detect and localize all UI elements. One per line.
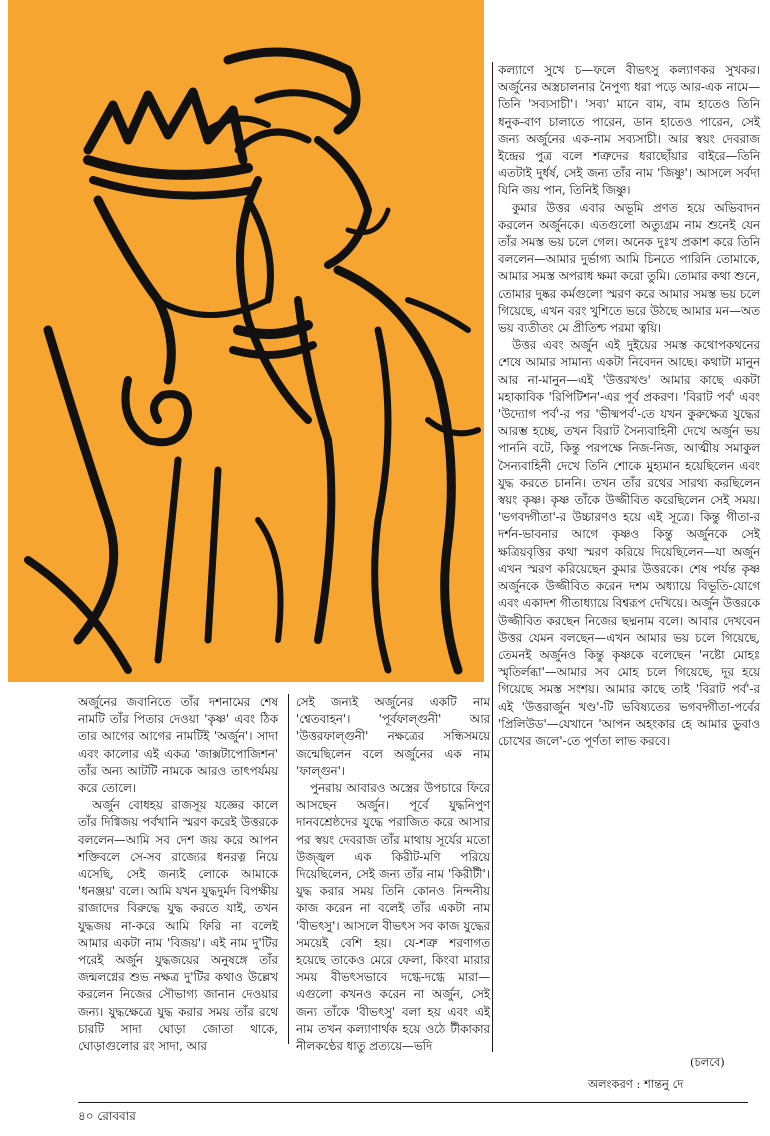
illustration [8,0,484,682]
paragraph: উত্তর এবং অর্জুন এই দুইয়ের সমস্ত কথোপকথনের শেষে আমার সামান্য একটা নিবেদন আছে। কথাটা মানুন আর না-মানুন—এই 'উত্তরখণ্ড' আমার কাছে একটা মহাকাবিক 'রিপিটিশন'-এর পূর্ব প্রকরণ। 'বিরাট পর্ব' এবং 'উদ্যোগ পর্ব'-র পর 'ভীষ্মপর্ব'-তে যখন কুরুক্ষেত্র যুদ্ধের আরম্ভ হচ্ছে, তখন বিরাট সৈন্যবাহিনী দেখে অর্জুন ভয় পাননি বটে, কিন্তু পরপক্ষে নিজ-নিজ, আত্মীয় সমাকুল সৈন্যবাহিনী দেখে তিনি শোকে মুহ্যমান হয়েছিলেন এবং যুদ্ধ করতে চাননি। তখন তাঁর রথের সারথ্য করছিলেন স্বয়ং কৃষ্ণ। কৃষ্ণ তাঁকে উজ্জীবিত করেছিলেন সেই সময়। 'ভগবদ্গীতা'-র উচ্চারণও হয়ে এই সূত্রে। কিন্তু গীতা-র দর্শন-ভাবনার আগে কৃষ্ণও কিন্তু অর্জুনকে সেই ক্ষত্রিয়বৃত্তির কথা স্মরণ করিয়ে দিয়েছিলেন—যা অর্জুন এখন স্মরণ করিয়েছেন কুমার উত্তরকে। শেষ পর্যন্ত কৃষ্ণ অর্জুনকে উজ্জীবিত করেন দশম অধ্যায়ে বিভূতি-যোগে এবং একাদশ গীতাধ্যায়ে বিশ্বরূপ দেখিয়ে। অর্জুন উত্তরকে উজ্জীবিত করছেন নিজের ছদ্মনাম বলে। আবার দেখবেন উত্তর যেমন বলছেন—এখন আমার ভয় চলে গিয়েছে, তেমনই অর্জুনও কিন্তু কৃষ্ণকে বলেছেন 'নষ্টো মোহঃ স্মৃতির্লব্ধা'—আমার সব মোহ চলে গিয়েছে, দূর হয়ে গিয়েছে সমস্ত সংশয়। আমার কাছে তাই 'বিরাট পর্ব'-র এই 'উত্তরার্জুন খণ্ড'-টি ভবিষ্যতের ভগবদ্গীতা-পর্বের 'প্রিলিউড'—যেখানে 'আপন অহংকার হে আমার ডুবাও চোখের জলে'-তে পূর্ণতা লাভ করবে। [498,338,760,748]
footer-rule [78,1102,748,1103]
page-number: ৪০ রোববার [78,1109,136,1123]
left-column [78,694,278,1055]
paragraph: পুনরায় আবারও অস্ত্রের উপচারে ফিরে আসছেন অর্জুন। পূর্বে যুদ্ধনিপুণ দানবশ্রেষ্ঠদের যুদ্ধে পরাজিত করে আসার পর স্বয়ং দেবরাজ তাঁর মাথায় সূর্যের মতো উজ্জ্বল এক কিরীট-মণি পরিয়ে দিয়েছিলেন, সেই জন্য তাঁর নাম 'কিরীটী'। যুদ্ধ করার সময় তিনি কোনও নিন্দনীয় কাজ করেন না বলেই তাঁর একটা নাম 'বীভৎসু'। আসলে বীভৎস সব কাজ যুদ্ধের সময়েই বেশি হয়। যে-শত্রু শরণাগত হয়েছে তাকেও মেরে ফেলা, কিংবা মারার সময় বীভৎসভাবে দগ্ধে-দগ্ধে মারা—এগুলো কখনও করেন না অর্জুন, সেই জন্য তাঁকে 'বীভৎসু' বলা হয় এবং এই নাম তখন কল্যাণার্থক হয়ে ওঠে টীকাকার নীলকণ্ঠের ধাতু প্রত্যয়ে—ভদি [296,781,490,1054]
paragraph: কুমার উত্তর এবার অভূমি প্রণত হয়ে অভিবাদন করলেন অর্জুনকে। এতগুলো অত্যুগ্রম নাম শুনেই যেন তাঁর সমস্ত ভয় চলে গেল। অনেক দুঃখ প্রকাশ করে তিনি বললেন—আমার দুর্ভাগ্য আমি চিনতে পারিনি তোমাকে, আমার সমস্ত অপরাধ ক্ষমা করো তুমি। তোমার কথা শুনে, তোমার দুষ্কর কর্মগুলো স্মরণ করে আমার সমস্ত ভয় চলে গিয়েছে, এখন বরং খুশিতে ভরে উঠছে আমার মন—অত ভয় ব্যতীতং মে প্রীতিশ্চ পরমা ত্বয়ি। [498,200,760,336]
paragraph: অর্জুন বোধহয় রাজসূয় যজ্ঞের কালে তাঁর দিগ্বিজয় পর্বখানি স্মরণ করেই উত্তরকে বললেন—আমি সব দেশ জয় করে আপন শক্তিবলে সে-সব রাজ্যের ধনরত্ন নিয়ে এসেছি, সেই জন্যই লোকে আমাকে 'ধনঞ্জয়' বলে। আমি যখন যুদ্ধদুর্মদ বিপক্ষীয় রাজাদের বিরুদ্ধে যুদ্ধ করতে যাই, তখন যুদ্ধজয় না-করে আমি ফিরি না বলেই আমার একটা নাম 'বিজয়'। এই নাম দু'টির পরেই অর্জুন যুদ্ধজয়ের অনুষঙ্গে তাঁর জন্মলগ্নের শুভ নক্ষত্র দু'টির কথাও উল্লেখ করলেন নিজের সৌভাগ্য জানান দেওয়ার জন্য। যুদ্ধক্ষেত্রে যুদ্ধ করার সময় তাঁর রথে চারটি সাদা ঘোড়া জোতা থাকে, ঘোড়াগুলোর রং সাদা, আর [78,798,278,1054]
middle-column [296,694,490,1055]
paragraph: কল্যাণে সুখে চ—ফলে বীভৎসু কল্যাণকর সুখকর। অর্জুনের অস্ত্রচালনার নৈপুণ্য ধরা পড়ে আর-এক নামে—তিনি 'সব্যসাচী'। 'সব্য' মানে বাম, বাম হাতেও তিনি ধনুক-বাণ চালাতে পারেন, ডান হাতেও পারেন, সেই জন্য অর্জুনের এক-নাম সব্যসাচী। আর স্বয়ং দেবরাজ ইন্দ্রের পুত্র বলে শত্রুদের ধরাছোঁয়ার বাইরে—তিনি এতটাই দুর্ধর্ষ, সেই জন্য তাঁর নাম 'জিষ্ণু'। আসলে সর্বদা যিনি জয় পান, তিনিই জিষ্ণু। [498,63,760,198]
to-be-continued: (চলবে) [690,1055,725,1069]
paragraph: সেই জন্যই অর্জুনের একটি নাম 'শ্বেতবাহন'। 'পূর্বফাল্গুনী' আর 'উত্তরফাল্গুনী' নক্ষত্রের সন্ধিসময়ে জন্মেছিলেন বলে অর্জুনের এক নাম 'ফাল্গুন'। [296,695,490,778]
column-divider [288,694,289,1044]
illustration-credit: অলংকরণ : শান্তনু দে [588,1077,684,1091]
right-column [498,62,760,750]
warriors-illustration [8,0,484,682]
paragraph: অর্জুনের জবানিতে তাঁর দশনামের শেষ নামটি তাঁর পিতার দেওয়া 'কৃষ্ণ' এবং ঠিক তার আগের আগের নামটিই 'অর্জুন'। সাদা এবং কালোর এই একত্র 'জাক্সটাপোজিশন' তাঁর অন্য আটটি নামকে আরও তাৎপর্যময় করে তোলে। [78,695,278,796]
column-divider [492,62,493,1052]
